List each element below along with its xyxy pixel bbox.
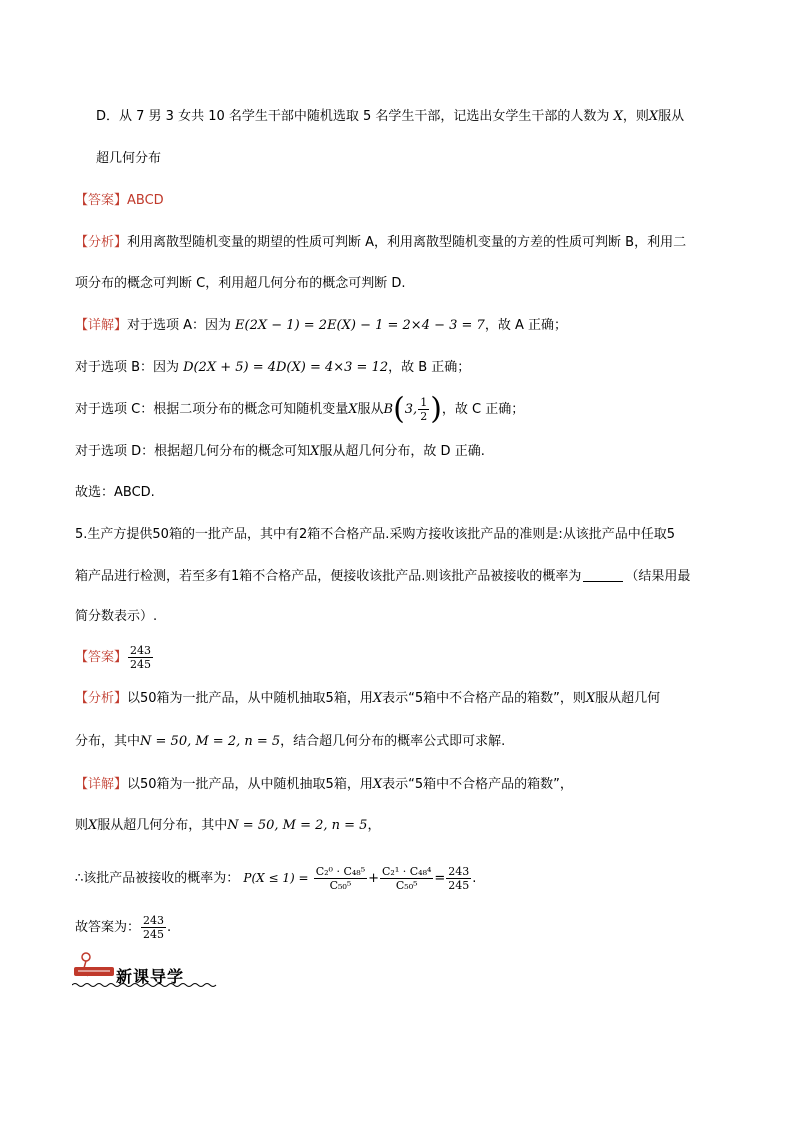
frac-num: 243	[130, 644, 152, 657]
var-x: X	[372, 777, 383, 792]
frac-den: C₅₀⁵	[329, 879, 352, 892]
analysis-tag: 【分析】	[75, 691, 128, 706]
frac-term1	[314, 865, 367, 892]
probability-expr: P(X ≤ 1) =	[243, 871, 309, 885]
final-pre: 故答案为：	[75, 920, 141, 935]
q5-final-answer	[75, 910, 171, 946]
frac-den: 2	[420, 410, 428, 423]
q5-stem-line1: 5.生产方提供50箱的一批产品，其中有2箱不合格产品.采购方接收该批产品的准则是:从该批产品中任取5	[75, 527, 676, 542]
q4-detail-b	[75, 359, 470, 377]
section-header	[72, 950, 217, 990]
detail2-pre: 则	[75, 818, 89, 833]
binomial-p-fraction	[418, 396, 429, 423]
analysis1-mid: 表示“5箱中不合格产品的箱数”，则	[382, 691, 586, 706]
var-x: X	[648, 109, 659, 124]
analysis-tag: 【分析】	[75, 235, 128, 250]
wavy-underline-icon	[72, 982, 217, 988]
detail1-post: 表示“5箱中不合格产品的箱数”，	[382, 777, 573, 792]
var-x: X	[585, 691, 596, 706]
q5-answer	[75, 640, 154, 676]
detail-a-pre: 对于选项 A：因为	[127, 318, 232, 333]
frac-term2	[380, 865, 433, 892]
q4-detail-a	[75, 317, 567, 335]
paren-close: )	[430, 391, 442, 427]
detail-d-pre: 对于选项 D：根据超几何分布的概念可知	[75, 444, 311, 459]
analysis-text: 利用离散型随机变量的期望的性质可判断 A，利用离散型随机变量的方差的性质可判断 B，利用二	[127, 235, 687, 250]
detail-c-pre: 对于选项 C：根据二项分布的概念可知随机变量	[75, 402, 349, 417]
detail-a-math: E(2X − 1) = 2E(X) − 1 = 2×4 − 3 = 7	[235, 318, 485, 333]
q5-detail-line3	[75, 858, 476, 899]
frac-den: 245	[448, 879, 470, 892]
var-x: X	[348, 402, 358, 417]
answer-tag: 【答案】	[75, 650, 128, 665]
answer-fraction	[128, 644, 153, 671]
item-d-line2: 超几何分布	[96, 151, 162, 166]
frac-den: 245	[130, 658, 152, 671]
final-fraction	[141, 914, 166, 941]
detail1-pre: 以50箱为一批产品，从中随机抽取5箱，用	[127, 777, 373, 792]
q5-analysis-line2	[75, 733, 505, 751]
detail-b-pre: 对于选项 B：因为	[75, 360, 180, 375]
frac-den: C₅₀⁵	[395, 879, 418, 892]
var-x: X	[88, 818, 98, 833]
q5-detail-line1	[75, 776, 573, 794]
var-x: X	[372, 691, 383, 706]
q4-choose: 故选：ABCD.	[75, 485, 155, 500]
detail-tag: 【详解】	[75, 318, 128, 333]
detail-c-mid: 服从	[357, 402, 384, 417]
detail3-pre: ∴该批产品被接收的概率为：	[75, 871, 240, 886]
answer-value: ABCD	[127, 193, 164, 208]
q4-detail-d	[75, 443, 485, 461]
period: .	[472, 871, 477, 886]
detail-b-post: ，故 B 正确；	[388, 360, 471, 375]
q4-analysis-line2: 项分布的概念可判断 C，利用超几何分布的概念可判断 D.	[75, 276, 406, 291]
frac-num: C₂¹ · C₄₈⁴	[382, 865, 432, 878]
analysis1-pre: 以50箱为一批产品，从中随机抽取5箱，用	[127, 691, 373, 706]
q5-stem-line3: 简分数表示）.	[75, 609, 158, 624]
detail-a-post: ，故 A 正确；	[484, 318, 567, 333]
frac-den: 245	[143, 928, 165, 941]
detail2-post: ，	[367, 818, 381, 833]
analysis2-post: ，结合超几何分布的概率公式即可求解.	[280, 734, 506, 749]
section-title: 新课导学	[116, 967, 185, 986]
detail-b-math: D(2X + 5) = 4D(X) = 4×3 = 12	[183, 360, 389, 375]
answer-tag: 【答案】	[75, 193, 128, 208]
q4-detail-c	[75, 393, 524, 427]
frac-num: 1	[420, 396, 428, 409]
q5-stem-line2	[75, 568, 690, 586]
analysis2-math: N = 50, M = 2, n = 5	[140, 734, 281, 749]
analysis1-post: 服从超几何	[595, 691, 661, 706]
item-d-line1	[96, 108, 684, 126]
frac-num: 243	[143, 914, 165, 927]
q5-line2-post: （结果用最	[625, 569, 691, 584]
var-x: X	[310, 444, 320, 459]
analysis2-pre: 分布，其中	[75, 734, 141, 749]
equals-sign: =	[434, 871, 446, 886]
detail-d-post: 服从超几何分布，故 D 正确.	[319, 444, 485, 459]
section-logo-icon	[72, 950, 116, 982]
final-post: .	[167, 920, 172, 935]
binomial-n: 3,	[404, 402, 418, 417]
detail2-math: N = 50, M = 2, n = 5	[227, 818, 368, 833]
detail-c-post: ，故 C 正确；	[441, 402, 525, 417]
var-x: X	[613, 109, 623, 124]
detail2-mid: 服从超几何分布，其中	[97, 818, 228, 833]
q5-line2-pre: 箱产品进行检测，若至多有1箱不合格产品，便接收该批产品.则该批产品被接收的概率为	[75, 569, 582, 584]
binomial-b: B	[383, 402, 394, 417]
q4-answer	[75, 192, 164, 210]
item-d-text: D．从 7 男 3 女共 10 名学生干部中随机选取 5 名学生干部，记选出女学生干部的人数为	[96, 109, 610, 124]
q5-detail-line2	[75, 817, 380, 835]
frac-num: 243	[448, 865, 470, 878]
q5-analysis-line1	[75, 690, 660, 708]
paren-open: (	[393, 391, 405, 427]
detail-tag: 【详解】	[75, 777, 128, 792]
frac-num: C₂⁰ · C₄₈⁵	[315, 865, 366, 878]
answer-blank	[583, 581, 623, 582]
plus-sign: +	[368, 871, 380, 886]
frac-result	[446, 865, 471, 892]
q4-analysis-line1	[75, 234, 686, 252]
item-d-tail: ，则	[622, 109, 649, 124]
item-d-end: 服从	[658, 109, 685, 124]
